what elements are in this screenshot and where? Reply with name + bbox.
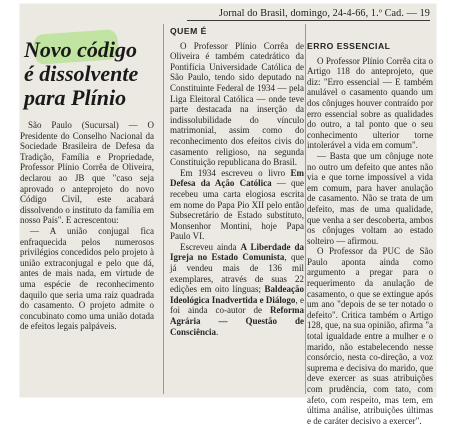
column-divider [163, 24, 164, 394]
article-paragraph: — A união conjugal fica enfraquecida pelos numerosos privilégios concedidos pelo projeto à união extraconjugal e pelo que dá, antes de mais nada, em virtude de uma espécie de reconhecimento daquilo que seria uma raiz quadrada do casamento. O projeto admite o concubinato como uma união dotada de efeitos legais palpáveis. [20, 225, 154, 332]
book-title: A Liberdade da Igreja no Estado Comunista [170, 241, 304, 263]
paragraph-text: . [216, 326, 219, 337]
masthead: Jornal do Brasil, domingo, 24-4-66, 1.º Cad. — 19 [187, 6, 430, 21]
article-paragraph: O Professor Plínio Corrêa de Oliveira é também catedrático da Pontifícia Universidade Católica de São Paulo, tendo sido deputado na Constituinte Federal de 1934 — pela Liga Eleitoral Católica — onde teve parte destacada na inserção da indissolubilidade do vínculo matrimonial, assim como do reconhecimento dos efeitos civis do casamento religioso, na segunda Constituição republicana do Brasil. [170, 40, 304, 168]
book-title: Baldeação Ideológica Inadvertida e Diálogo [170, 284, 305, 305]
column-3 [307, 41, 433, 426]
headline [20, 8, 154, 120]
article-paragraph [170, 242, 304, 337]
column-2 [170, 26, 304, 337]
dateline: São Paulo (Sucursal) — [28, 120, 138, 130]
section-title-quem-e: QUEM É [170, 26, 207, 36]
newspaper-clipping [20, 4, 436, 426]
book-title: Em Defesa da Ação Católica [170, 167, 304, 189]
paragraph-text: , e foi ainda co-autor de [170, 294, 304, 316]
paragraph-text: O Presidente do Conselho Nacional da Sociedade Brasileira de Defesa da Tradição, Família e Propriedade, Professor Plínio Corrêa de Oliveira, declarou ao JB que "caso seja aprovado o anteprojeto do novo Código Civil, este acabará dissolvendo o instituto da família em nosso País". E acrescentou: [20, 120, 154, 226]
paragraph-text: Escreveu ainda [180, 241, 237, 252]
article-paragraph: O Professor Plínio Corrêa cita o Artigo 118 do anteprojeto, que diz: "Erro essencial — E também anulável o casamento quando um dos cônjuges houver contraído por erro essencial sobre as qualidades do outro, a tal ponto que o seu conhecimento ulterior torne intolerável a vida em comum". [307, 55, 433, 151]
column-1 [20, 8, 154, 332]
paragraph-text: — que recebeu uma carta elogiosa escrita em nome do Papa Pio XII pelo então Subsecretário de Estado substituto, Monsenhor Montini, hoje Papa Paulo VI. [170, 178, 304, 242]
headline-line-1: Novo código [24, 37, 138, 62]
article-paragraph: O Professor da PUC de São Paulo aponta ainda como argumento a pregar para o requerimento da anulação de casamento, o que se extingue após um ano "depois de se ter notado o defeito". Critica também o Artigo 128, que, na sua opinião, afirma "a total igualdade entre a mulher e o marido, não estabelecendo nesse consórcio, nesta co-direção, a voz suprema e decisiva do marido, que deve exercer as suas atribuições com prudência, com tato, com afeto, com respeito, mas tem, em última análise, atribuições últimas e de caráter decisivo a exercer". [307, 246, 433, 426]
headline-line-3: para Plínio [24, 85, 127, 110]
book-title: Reforma Agrária — Questão de Consciência [170, 305, 305, 337]
section-title-erro-essencial: ERRO ESSENCIAL [307, 41, 391, 51]
paragraph-text: Em 1934 escreveu o livro [180, 167, 286, 178]
article-paragraph [170, 168, 304, 242]
article-paragraph [20, 120, 154, 226]
headline-line-2: é dissolvente [24, 61, 139, 86]
paragraph-text: , que já vendeu mais de 136 mil exemplares, através de suas 22 edições em oito línguas; [170, 252, 304, 295]
column-divider [305, 24, 306, 394]
article-paragraph: — Basta que um cônjuge note no outro um defeito que antes não via e que torne impossível a vida em comum, para haver anulação de casamento. Não se trata de um defeito, mas de uma qualidade, que venha a ser descoberta, ambos os cônjuges voltam ao estado solteiro — afirmou. [307, 150, 433, 246]
